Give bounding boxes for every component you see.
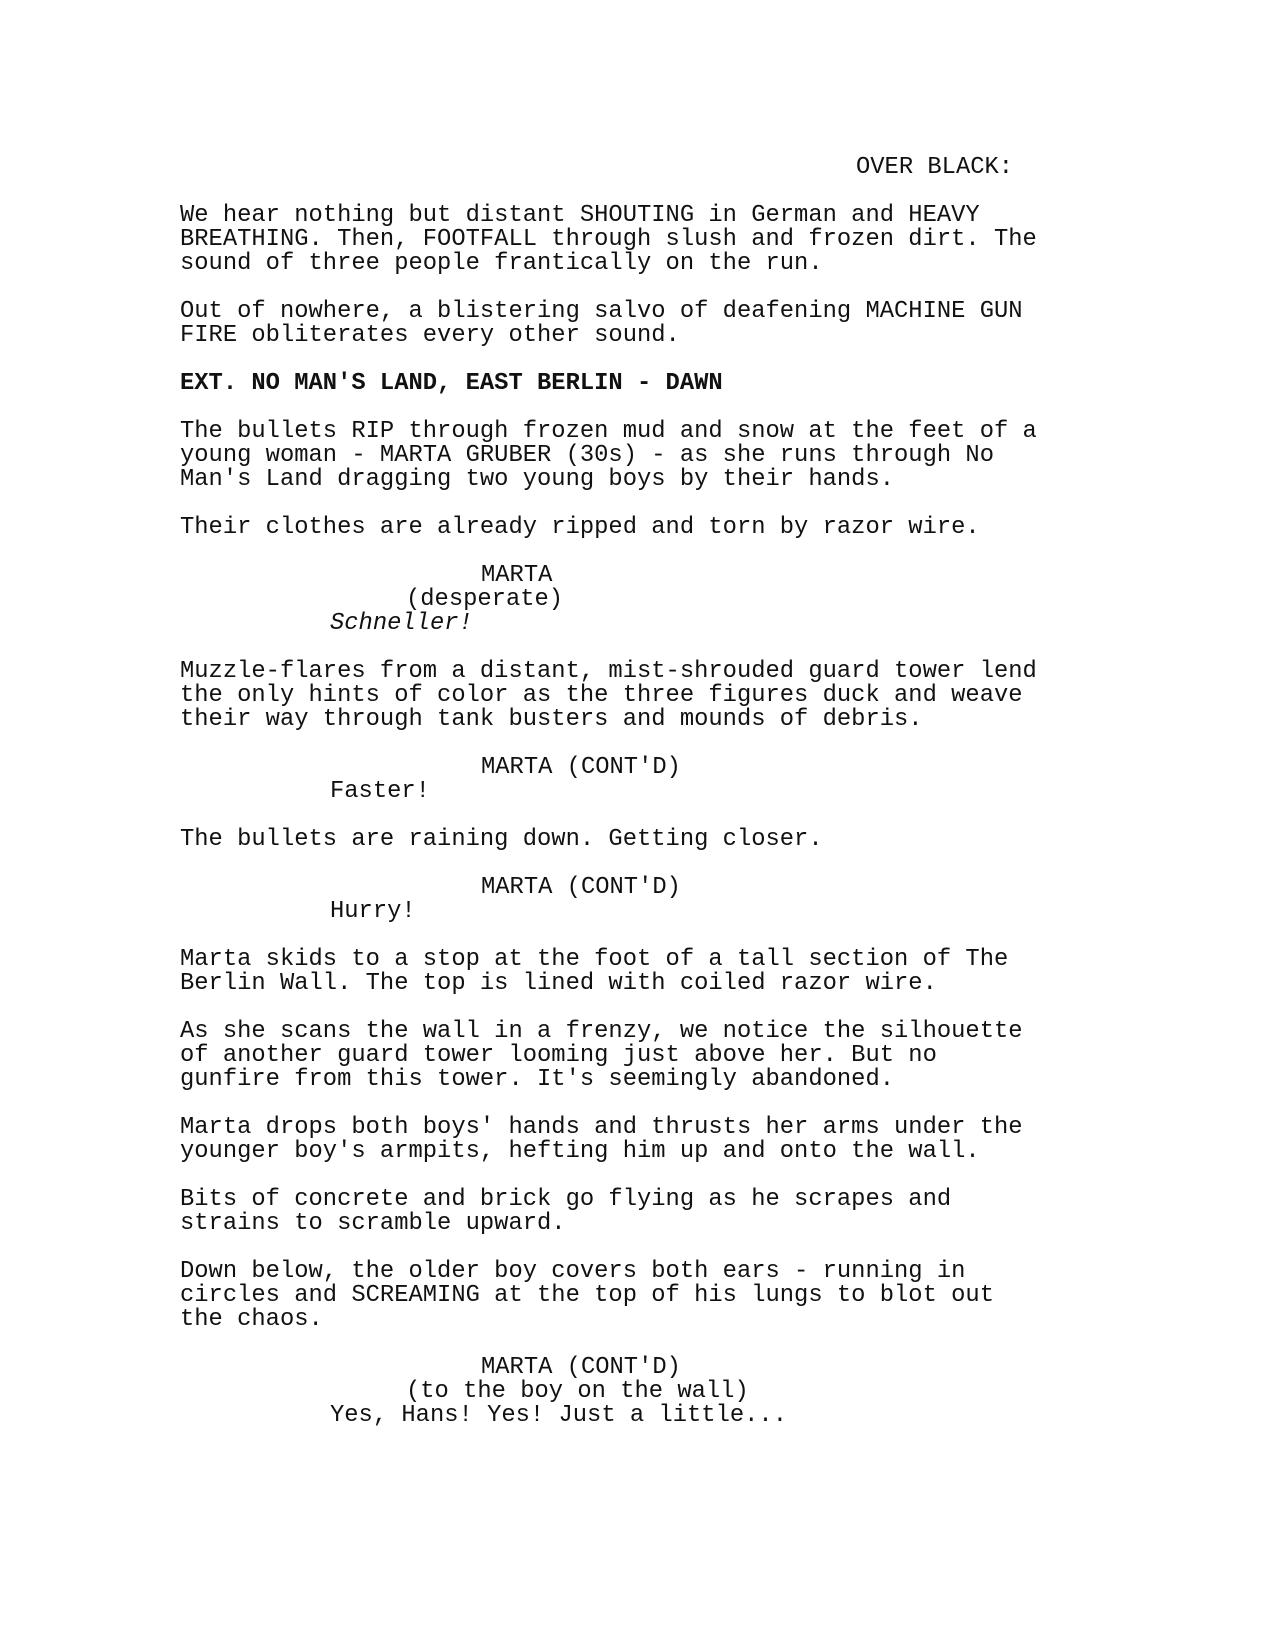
action-line: younger boy's armpits, hefting him up and onto the wall.	[180, 1138, 980, 1165]
character-cue: MARTA	[481, 562, 553, 589]
character-cue: MARTA (CONT'D)	[481, 1354, 681, 1381]
parenthetical: (to the boy on the wall)	[406, 1378, 749, 1405]
character-cue: MARTA (CONT'D)	[481, 754, 681, 781]
dialogue-line: Hurry!	[330, 898, 416, 925]
action-line: FIRE obliterates every other sound.	[180, 322, 680, 349]
action-line: BREATHING. Then, FOOTFALL through slush and frozen dirt. The	[180, 226, 1037, 253]
action-line: Their clothes are already ripped and torn by razor wire.	[180, 514, 980, 541]
action-line: their way through tank busters and mounds of debris.	[180, 706, 923, 733]
action-line: Out of nowhere, a blistering salvo of deafening MACHINE GUN	[180, 298, 1023, 325]
action-line: young woman - MARTA GRUBER (30s) - as she runs through No	[180, 442, 994, 469]
dialogue-line: Schneller!	[330, 610, 473, 637]
action-line: sound of three people frantically on the run.	[180, 250, 823, 277]
transition-over-black: OVER BLACK:	[856, 154, 1014, 181]
character-cue: MARTA (CONT'D)	[481, 874, 681, 901]
parenthetical: (desperate)	[406, 586, 564, 613]
scene-heading: EXT. NO MAN'S LAND, EAST BERLIN - DAWN	[180, 370, 723, 397]
action-line: strains to scramble upward.	[180, 1210, 566, 1237]
action-line: Berlin Wall. The top is lined with coiled razor wire.	[180, 970, 937, 997]
action-line: The bullets are raining down. Getting closer.	[180, 826, 823, 853]
action-line: Marta drops both boys' hands and thrusts her arms under the	[180, 1114, 1023, 1141]
dialogue-line: Faster!	[330, 778, 430, 805]
dialogue-line: Yes, Hans! Yes! Just a little...	[330, 1402, 787, 1429]
action-line: The bullets RIP through frozen mud and snow at the feet of a	[180, 418, 1037, 445]
action-line: We hear nothing but distant SHOUTING in German and HEAVY	[180, 202, 980, 229]
action-line: Down below, the older boy covers both ears - running in	[180, 1258, 966, 1285]
action-line: Man's Land dragging two young boys by their hands.	[180, 466, 895, 493]
action-line: the chaos.	[180, 1306, 323, 1333]
action-line: As she scans the wall in a frenzy, we notice the silhouette	[180, 1018, 1023, 1045]
action-line: circles and SCREAMING at the top of his lungs to blot out	[180, 1282, 994, 1309]
action-line: of another guard tower looming just above her. But no	[180, 1042, 937, 1069]
action-line: Marta skids to a stop at the foot of a tall section of The	[180, 946, 1009, 973]
action-line: Muzzle-flares from a distant, mist-shrouded guard tower lend	[180, 658, 1037, 685]
action-line: the only hints of color as the three figures duck and weave	[180, 682, 1023, 709]
action-line: Bits of concrete and brick go flying as he scrapes and	[180, 1186, 952, 1213]
action-line: gunfire from this tower. It's seemingly abandoned.	[180, 1066, 895, 1093]
